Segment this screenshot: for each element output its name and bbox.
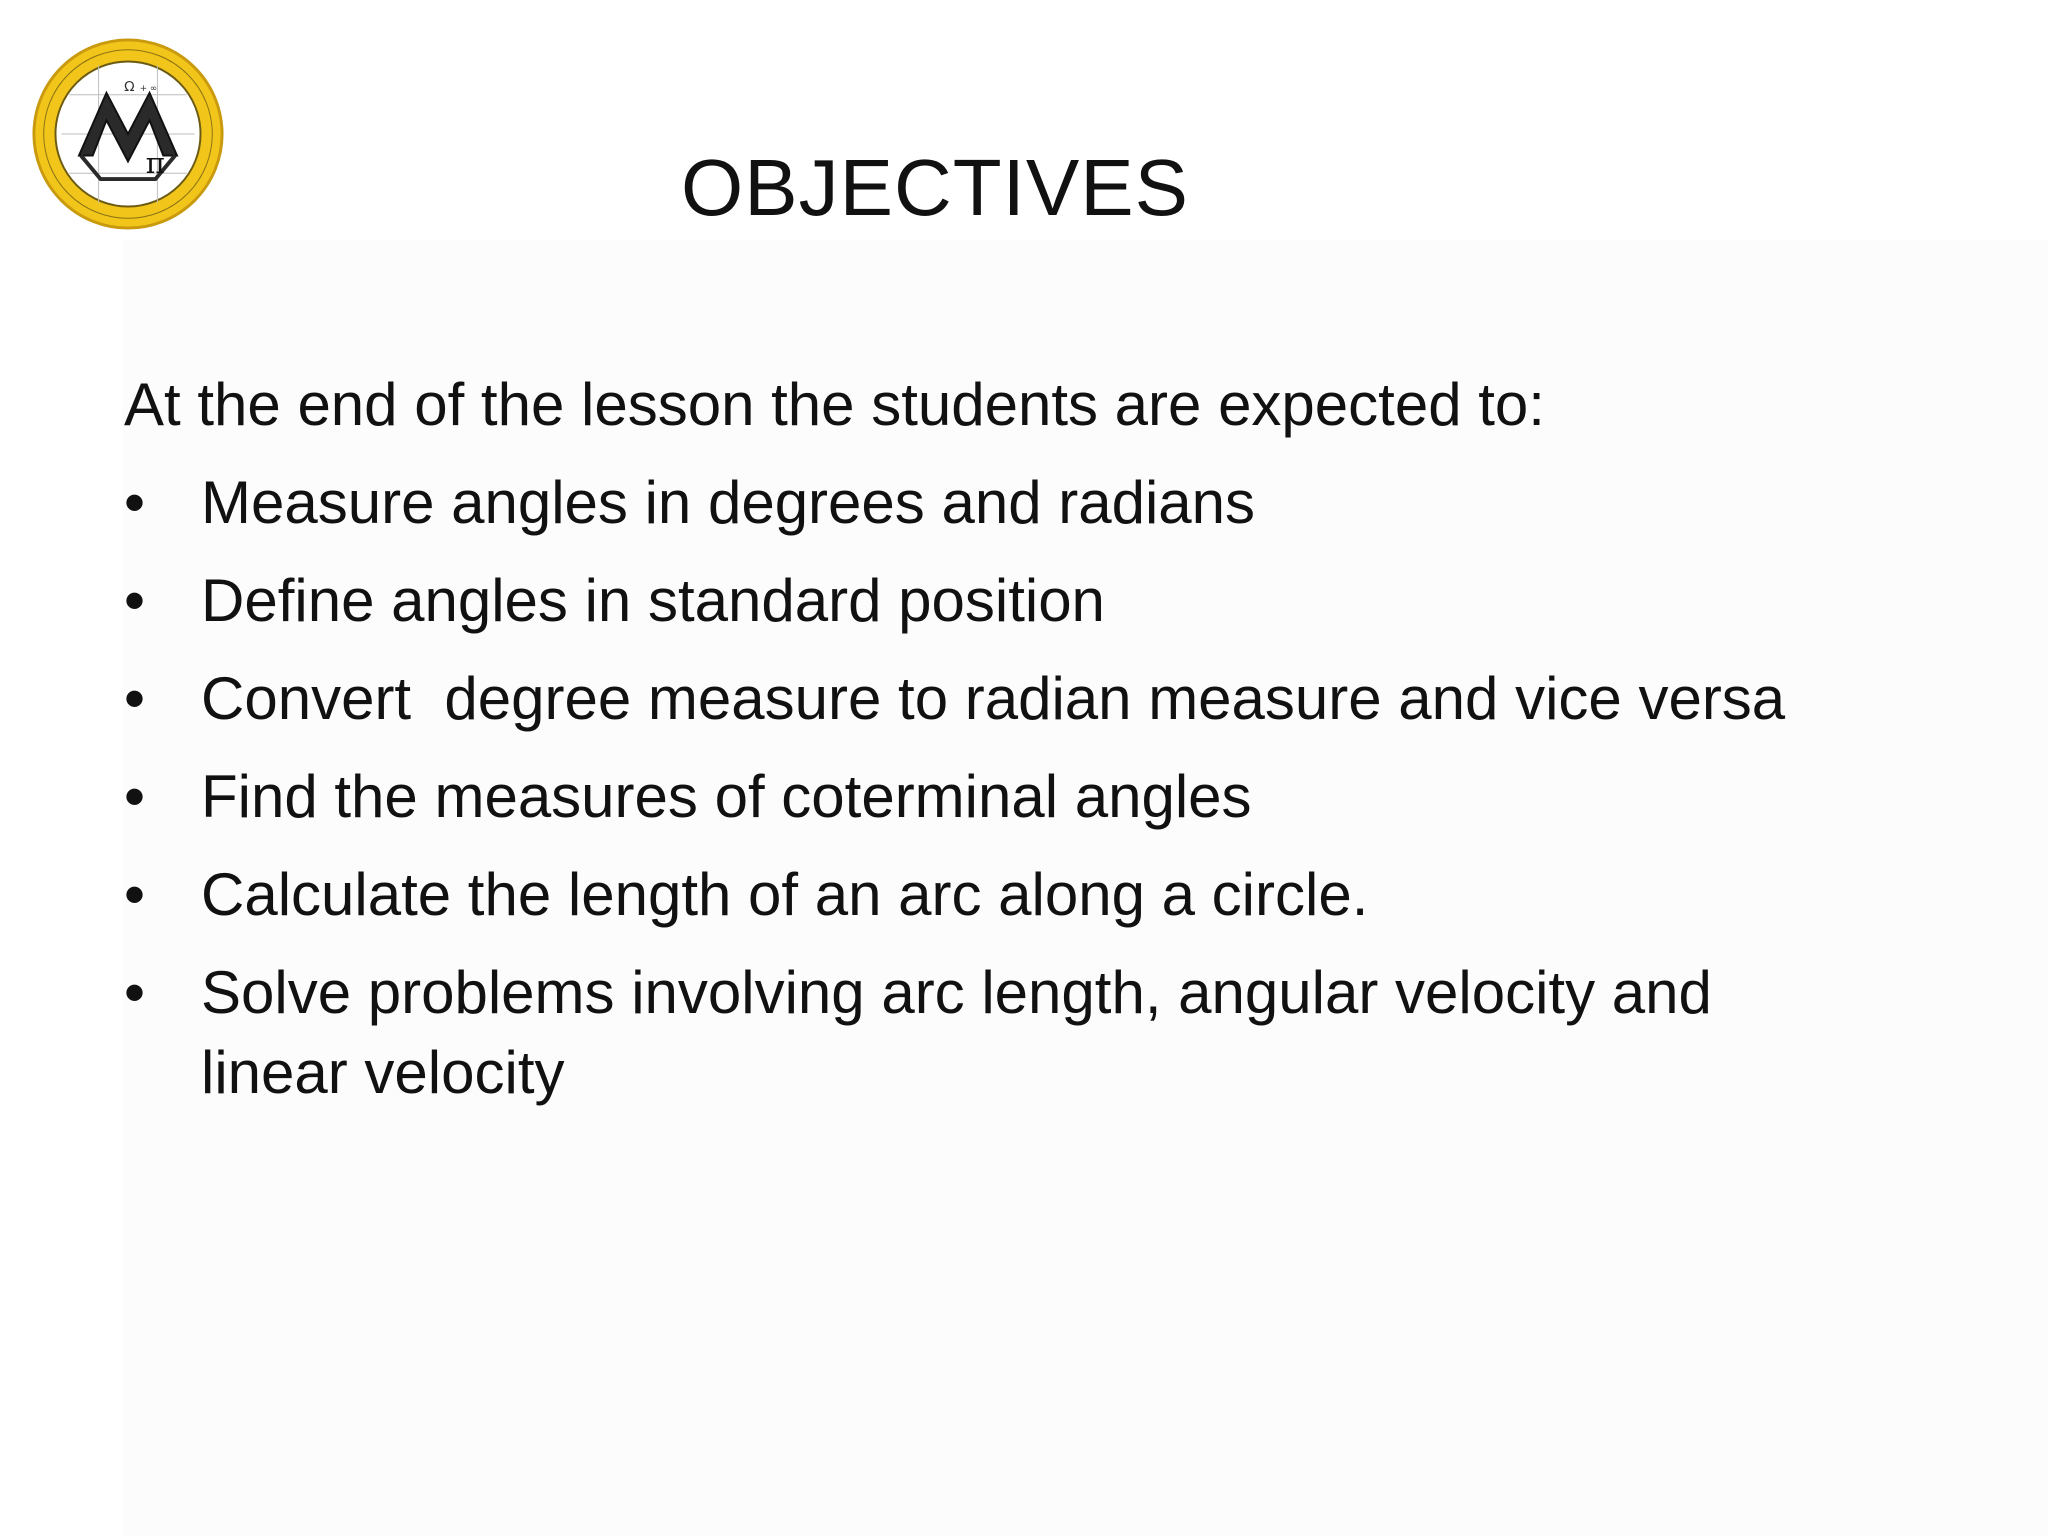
list-item bbox=[124, 463, 1944, 543]
objective-text: Define angles in standard position bbox=[201, 567, 1105, 634]
svg-text:+ ∞: + ∞ bbox=[139, 83, 158, 94]
svg-text:Ω: Ω bbox=[124, 78, 135, 95]
objective-text: Measure angles in degrees and radians bbox=[201, 469, 1256, 536]
objective-text: Convert degree measure to radian measure and vice versa bbox=[201, 665, 1786, 732]
bullet-icon: • bbox=[124, 763, 146, 830]
bullet-icon: • bbox=[124, 959, 146, 1026]
svg-text:π: π bbox=[145, 146, 165, 181]
objective-text: Calculate the length of an arc along a circle. bbox=[201, 861, 1369, 928]
objective-text: Solve problems involving arc length, angular velocity and linear velocity bbox=[201, 959, 1712, 1106]
list-item bbox=[124, 855, 1944, 935]
bullet-icon: • bbox=[124, 567, 146, 634]
slide-title: OBJECTIVES bbox=[681, 143, 1189, 232]
objective-text: Find the measures of coterminal angles bbox=[201, 763, 1252, 830]
bullet-icon: • bbox=[124, 861, 146, 928]
list-item bbox=[124, 953, 1944, 1113]
bullet-icon: • bbox=[124, 665, 146, 732]
objectives-list bbox=[124, 463, 1944, 1131]
intro-text: At the end of the lesson the students are expected to: bbox=[124, 371, 1545, 438]
bullet-icon: • bbox=[124, 469, 146, 536]
list-item bbox=[124, 659, 1944, 739]
list-item bbox=[124, 561, 1944, 641]
list-item bbox=[124, 757, 1944, 837]
